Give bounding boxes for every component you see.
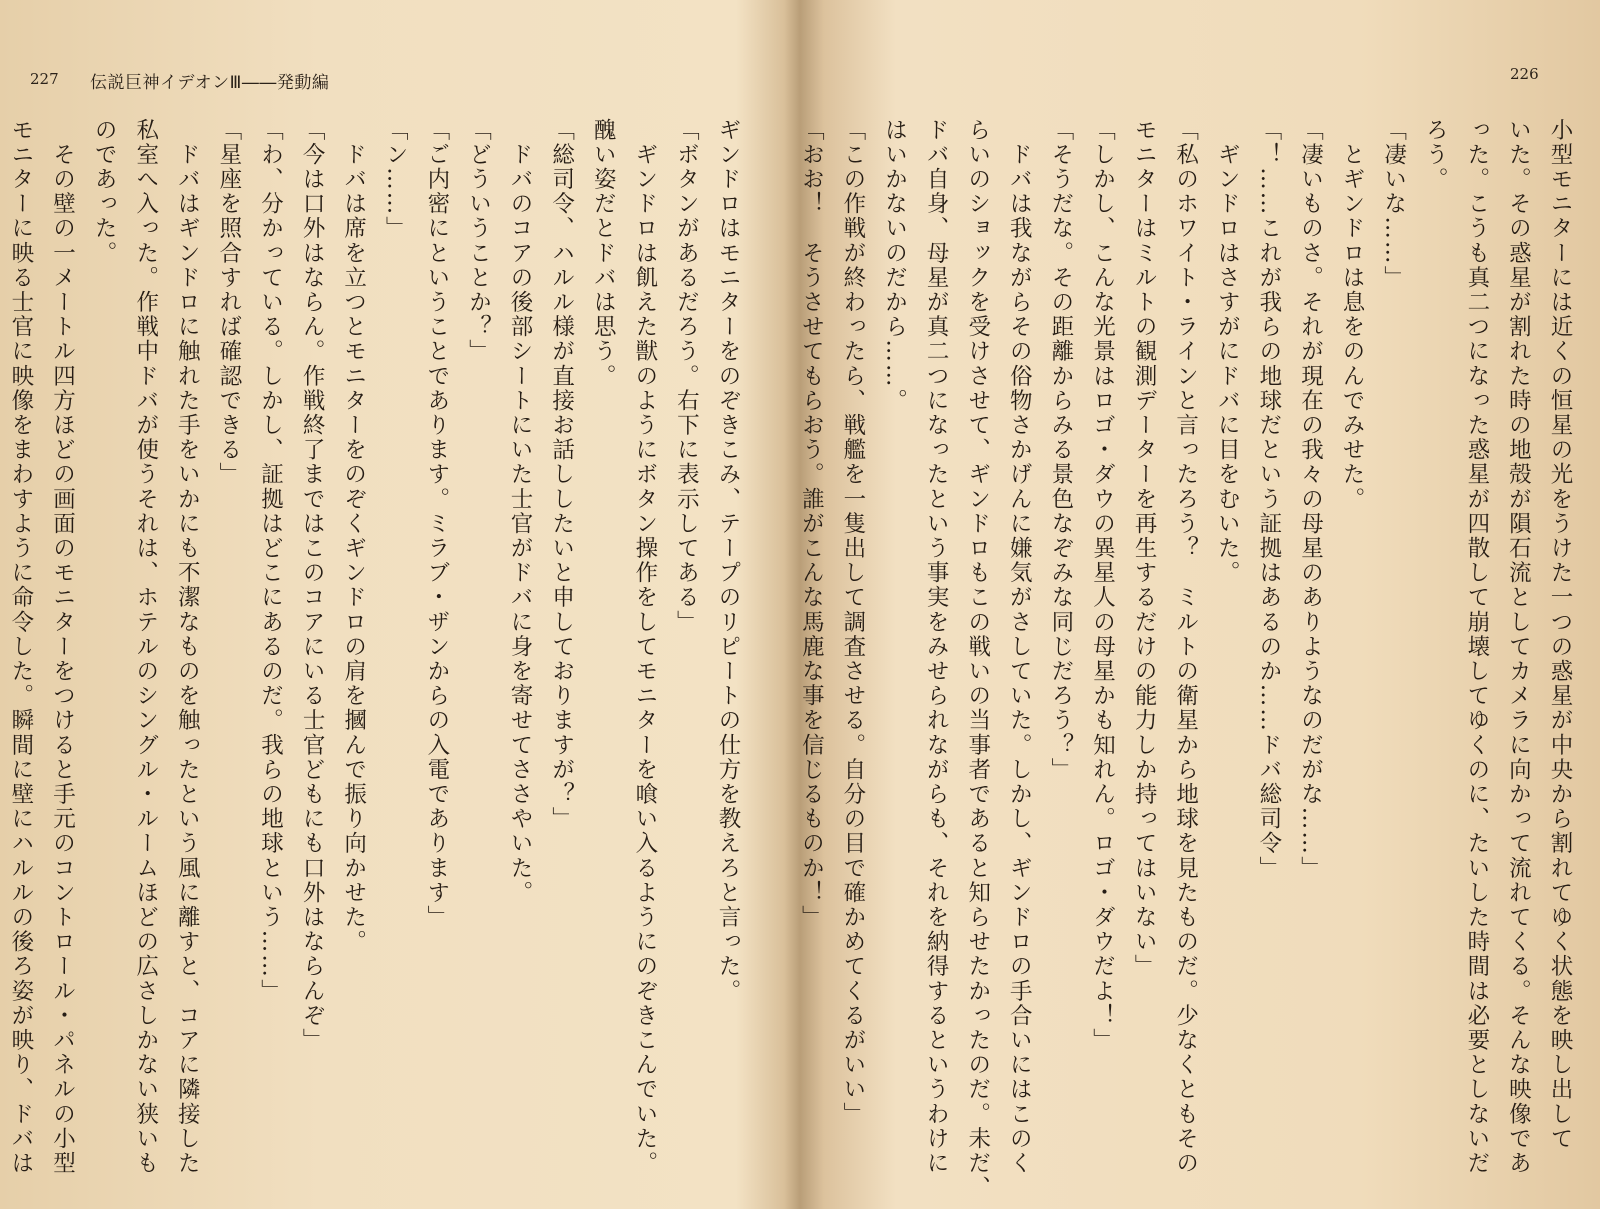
text-line: ドバのコアの後部シートにいた士官がドバに身を寄せてささやいた。 [507, 118, 534, 906]
text-line: はいかないのだから……。 [881, 118, 908, 414]
text-line: 「ご内密にということであります。ミラブ・ザンからの入電であります」 [423, 118, 450, 930]
text-line: 「星座を照合すれば確認できる」 [215, 118, 242, 487]
text-line: ギンドロはさすがにドバに目をむいた。 [1214, 118, 1241, 586]
page-number-right: 226 [1510, 65, 1539, 83]
text-line: ギンドロはモニターをのぞきこみ、テープのリピートの仕方を教えろと言った。 [715, 118, 741, 1004]
right-page-text [798, 118, 1580, 1201]
left-page [0, 0, 790, 1209]
text-line: らいのショックを受けさせて、ギンドロもこの戦いの当事者であると知らせたかったのだ。未だ、 [964, 118, 991, 1201]
text-line: とギンドロは息をのんでみせた。 [1339, 118, 1366, 512]
right-page [800, 0, 1600, 1209]
text-line: 「この作戦が終わったら、戦艦を一隻出して調査させる。自分の目で確かめてくるがいい」 [839, 118, 866, 1127]
text-line: 「ボタンがあるだろう。右下に表示してある」 [673, 118, 700, 635]
text-line: 小型モニターには近くの恒星の光をうけた一つの惑星が中央から割れてゆく状態を映し出して [1547, 118, 1573, 1152]
text-line: のであった。 [91, 118, 118, 266]
text-line: 「わ、分かっている。しかし、証拠はどこにあるのだ。我らの地球という……」 [257, 118, 284, 1004]
text-line: モニターはミルトの観測データーを再生するだけの能力しか持ってはいない」 [1131, 118, 1158, 979]
text-line: いた。その惑星が割れた時の地殻が隕石流としてカメラに向かって流れてくる。そんな映像であ [1505, 118, 1532, 1176]
text-line: 「おお！ そうさせてもらおう。誰がこんな馬鹿な事を信じるものか！」 [798, 118, 825, 930]
text-line: 「！……これが我らの地球だという証拠はあるのか……ドバ総司令」 [1255, 118, 1282, 881]
text-line: 「凄いものさ。それが現在の我々の母星のありようなのだがな……」 [1297, 118, 1324, 881]
text-line: ドバはギンドロに触れた手をいかにも不潔なものを触ったという風に離すと、コアに隣接した [174, 118, 201, 1176]
left-page-text [7, 118, 748, 1176]
text-line: 「今は口外はならん。作戦終了まではこのコアにいる士官どもにも口外はならんぞ」 [299, 118, 326, 1053]
text-line: 「どういうことか？」 [465, 118, 492, 364]
text-line: った。こうも真二つになった惑星が四散して崩壊してゆくのに、たいした時間は必要としないだ [1463, 118, 1490, 1176]
text-line: 「しかし、こんな光景はロゴ・ダウの異星人の母星かも知れん。ロゴ・ダウだよ！」 [1089, 118, 1116, 1053]
page-number-left: 227 [30, 70, 59, 88]
text-line: ドバ自身、母星が真二つになったという事実をみせられながらも、それを納得するというわけに [923, 118, 950, 1176]
text-line: 「総司令、ハルル様が直接お話ししたいと申しておりますが？」 [548, 118, 575, 832]
text-line: 「そうだな。その距離からみる景色なぞみな同じだろう？」 [1047, 118, 1074, 783]
text-line: モニターに映る士官に映像をまわすように命令した。瞬間に壁にハルルの後ろ姿が映り、ドバは [7, 118, 34, 1176]
text-line: その壁の一メートル四方ほどの画面のモニターをつけると手元のコントロール・パネルの小型 [49, 118, 76, 1176]
text-line: 私室へ入った。作戦中ドバが使うそれは、ホテルのシングル・ルームほどの広さしかない狭いも [132, 118, 159, 1176]
text-line: ろう。 [1422, 118, 1449, 192]
text-line: 「私のホワイト・ラインと言ったろう？ ミルトの衛星から地球を見たものだ。少なくともその [1172, 118, 1199, 1176]
text-line: ギンドロは飢えた獣のようにボタン操作をしてモニターを喰い入るようにのぞきこんでいた。 [631, 118, 658, 1176]
text-line: ドバは席を立つとモニターをのぞくギンドロの肩を摑んで振り向かせた。 [340, 118, 367, 955]
text-line: 「凄いな……」 [1380, 118, 1407, 291]
text-line: 醜い姿だとドバは思う。 [590, 118, 617, 389]
running-head: 伝説巨神イデオンⅢ――発動編 [90, 73, 330, 93]
text-line: ドバは我ながらその俗物さかげんに嫌気がさしていた。しかし、ギンドロの手合いにはこのく [1006, 118, 1033, 1176]
text-line: 「ン……」 [382, 118, 409, 241]
